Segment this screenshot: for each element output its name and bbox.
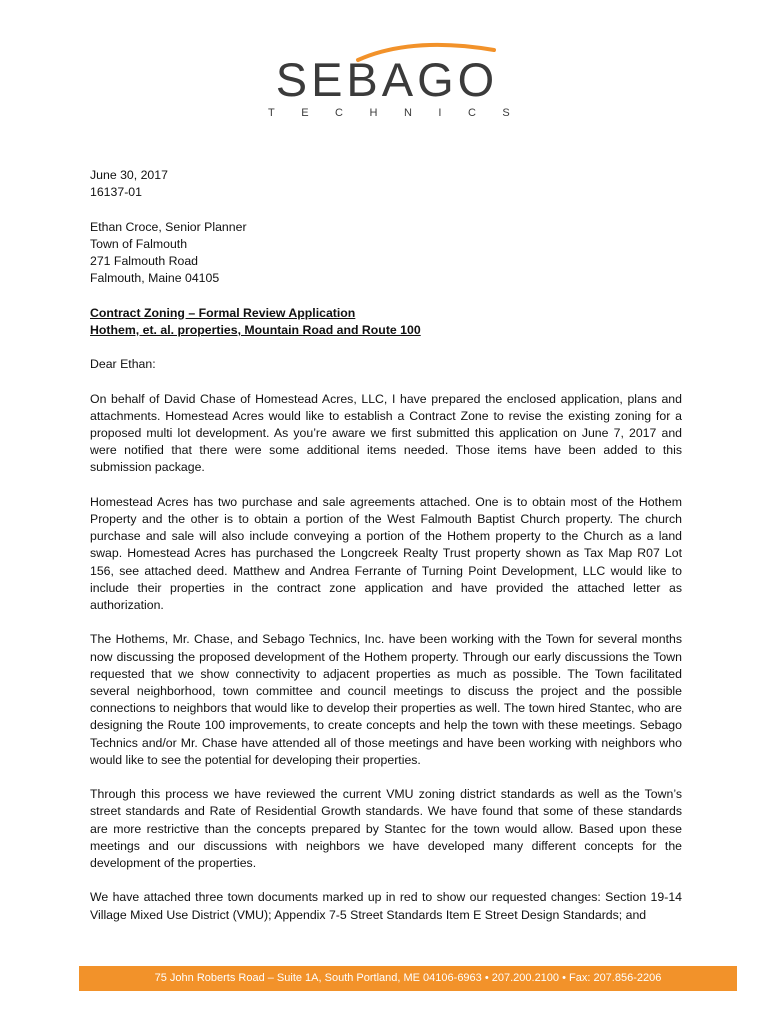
body-paragraph: Through this process we have reviewed the current VMU zoning district standards as well as the Town’s street standards and Rate of Residential Growth standards. We have found that some of these standards are more restrictive than the concepts prepared by Stantec for the town would allow. Based upon these meetings and our discussions with neighbors we have developed many different concepts for the development of the properties. (90, 787, 682, 871)
recipient-line: Town of Falmouth (90, 236, 188, 251)
subject-line: Contract Zoning – Formal Review Application (90, 305, 356, 320)
letter-reference: 16137-01 (90, 185, 142, 200)
body-paragraph: Homestead Acres has two purchase and sale agreements attached. One is to obtain most of the Hothem Property and the other is to obtain a portion of the West Falmouth Baptist Church property. The church purchase and sale will also include conveying a portion of the Hothem property to the Church as a land swap. Homestead Acres has purchased the Longcreek Realty Trust property shown as Tax Map R07 Lot 156, see attached deed. Matthew and Andrea Ferrante of Turning Point Development, LLC would like to include their properties in the contract zone application and have provided the attached letter as authorization. (90, 494, 682, 612)
footer-bar: 75 John Roberts Road – Suite 1A, South Portland, ME 04106-6963 • 207.200.2100 • Fax: 207.856-2206 (79, 966, 737, 991)
letter-body (90, 167, 682, 924)
body-paragraph: On behalf of David Chase of Homestead Acres, LLC, I have prepared the enclosed application, plans and attachments. Homestead Acres would like to establish a Contract Zone to revise the existing zoning for a proposed multi lot development. As you’re aware we first submitted this application on June 7, 2017 and were notified that there were some additional items needed. Those items have been added to this submission package. (90, 391, 682, 475)
logo-wordmark: SEBAGO (275, 53, 499, 106)
sebago-technics-logo (262, 40, 537, 130)
logo-subtitle: TECHNICS (268, 107, 537, 119)
recipient-line: Falmouth, Maine 04105 (90, 271, 220, 286)
letter-date: June 30, 2017 (90, 168, 168, 182)
recipient-line: Ethan Croce, Senior Planner (90, 219, 247, 234)
body-paragraph: We have attached three town documents marked up in red to show our requested changes: Section 19-14 Village Mixed Use District (VMU); Appendix 7-5 Street Standards Item E Street Design Standards; and (90, 890, 682, 922)
letter-subject (90, 305, 682, 339)
recipient-address (90, 219, 682, 288)
salutation: Dear Ethan: (90, 357, 156, 372)
recipient-line: 271 Falmouth Road (90, 254, 199, 268)
subject-line: Hothem, et. al. properties, Mountain Road and Route 100 (90, 322, 421, 337)
body-paragraph: The Hothems, Mr. Chase, and Sebago Technics, Inc. have been working with the Town for several months now discussing the proposed development of the Hothem property. Through our early discussions the Town requested that we show connectivity to adjacent properties as much as possible. The Town facilitated several neighborhood, town committee and council meetings to discuss the project and the possible connections to neighbors that would like to develop their properties as well. The town hired Stantec, who are designing the Route 100 improvements, to create concepts and help the town with these meetings. Sebago Technics and/or Mr. Chase have attended all of those meetings and have been working with neighbors who would like to see the potential for developing their properties. (90, 632, 682, 767)
